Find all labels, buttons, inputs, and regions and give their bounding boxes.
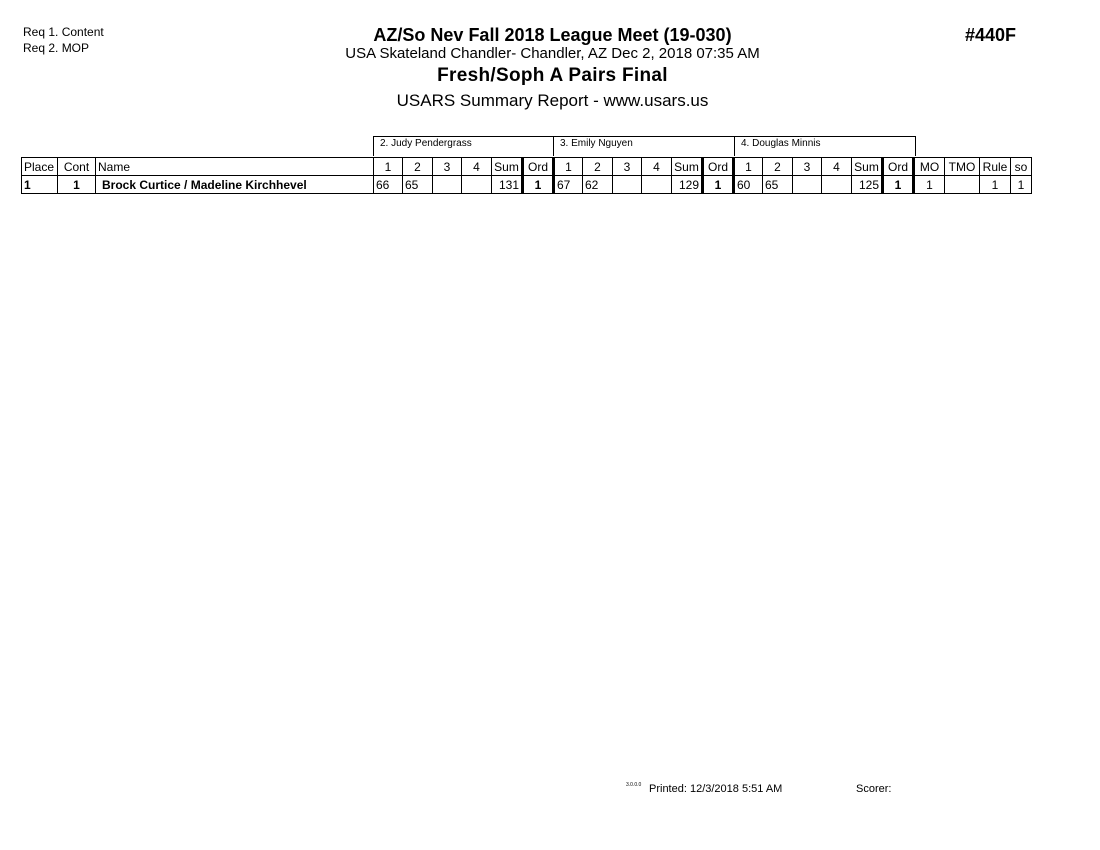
- cell-cont: 1: [58, 176, 96, 194]
- cell-j4-s1: 60: [734, 176, 763, 194]
- col-cont: Cont: [58, 158, 96, 176]
- col-tmo: TMO: [945, 158, 980, 176]
- col-j3-ord: Ord: [703, 158, 734, 176]
- cell-j2-ord: 1: [523, 176, 554, 194]
- meet-title: AZ/So Nev Fall 2018 League Meet (19-030): [373, 25, 732, 45]
- cell-j4-s4: [822, 176, 852, 194]
- col-j4-2: 2: [763, 158, 793, 176]
- printed-timestamp: Printed: 12/3/2018 5:51 AM: [649, 783, 783, 795]
- event-number: #440F: [965, 25, 1017, 45]
- report-name: USARS Summary Report - www.usars.us: [396, 91, 709, 110]
- col-j2-4: 4: [462, 158, 492, 176]
- cell-rule: 1: [980, 176, 1011, 194]
- col-j4-4: 4: [822, 158, 852, 176]
- event-name: Fresh/Soph A Pairs Final: [437, 65, 668, 86]
- judge-header-2: 3. Emily Nguyen: [553, 136, 735, 156]
- col-j3-2: 2: [583, 158, 613, 176]
- col-j4-1: 1: [734, 158, 763, 176]
- cell-j4-s2: 65: [763, 176, 793, 194]
- cell-j2-s2: 65: [403, 176, 433, 194]
- col-j2-3: 3: [433, 158, 462, 176]
- col-place: Place: [22, 158, 58, 176]
- cell-j2-s3: [433, 176, 462, 194]
- cell-j2-s1: 66: [374, 176, 403, 194]
- results-table: [21, 157, 1032, 194]
- cell-j3-s4: [642, 176, 672, 194]
- col-j2-sum: Sum: [492, 158, 523, 176]
- table-row: [22, 176, 1032, 194]
- requirement-1: Req 1. Content: [23, 25, 104, 39]
- software-version: 3.0.0.0: [626, 782, 642, 788]
- cell-j4-ord: 1: [883, 176, 914, 194]
- cell-j4-s3: [793, 176, 822, 194]
- cell-mo: 1: [914, 176, 945, 194]
- cell-tmo: [945, 176, 980, 194]
- col-j2-ord: Ord: [523, 158, 554, 176]
- cell-j2-s4: [462, 176, 492, 194]
- col-name: Name: [96, 158, 374, 176]
- cell-so: 1: [1011, 176, 1032, 194]
- meet-location-date: USA Skateland Chandler- Chandler, AZ Dec 2, 2018 07:35 AM: [345, 45, 760, 62]
- cell-j3-ord: 1: [703, 176, 734, 194]
- col-j4-ord: Ord: [883, 158, 914, 176]
- cell-j3-sum: 129: [672, 176, 703, 194]
- col-mo: MO: [914, 158, 945, 176]
- col-rule: Rule: [980, 158, 1011, 176]
- cell-j4-sum: 125: [852, 176, 883, 194]
- col-j3-1: 1: [554, 158, 583, 176]
- col-j4-sum: Sum: [852, 158, 883, 176]
- cell-name: Brock Curtice / Madeline Kirchhevel: [96, 176, 374, 194]
- col-j3-4: 4: [642, 158, 672, 176]
- col-j4-3: 3: [793, 158, 822, 176]
- col-j3-3: 3: [613, 158, 642, 176]
- cell-j3-s3: [613, 176, 642, 194]
- table-header-row: [22, 158, 1032, 176]
- col-so: so: [1011, 158, 1032, 176]
- col-j3-sum: Sum: [672, 158, 703, 176]
- judge-header-3: 4. Douglas Minnis: [734, 136, 916, 156]
- cell-j3-s2: 62: [583, 176, 613, 194]
- cell-j3-s1: 67: [554, 176, 583, 194]
- col-j2-1: 1: [374, 158, 403, 176]
- cell-place: 1: [22, 176, 58, 194]
- cell-j2-sum: 131: [492, 176, 523, 194]
- requirement-2: Req 2. MOP: [23, 41, 90, 55]
- scorer-label: Scorer:: [856, 783, 892, 795]
- judge-header-1: 2. Judy Pendergrass: [373, 136, 554, 156]
- col-j2-2: 2: [403, 158, 433, 176]
